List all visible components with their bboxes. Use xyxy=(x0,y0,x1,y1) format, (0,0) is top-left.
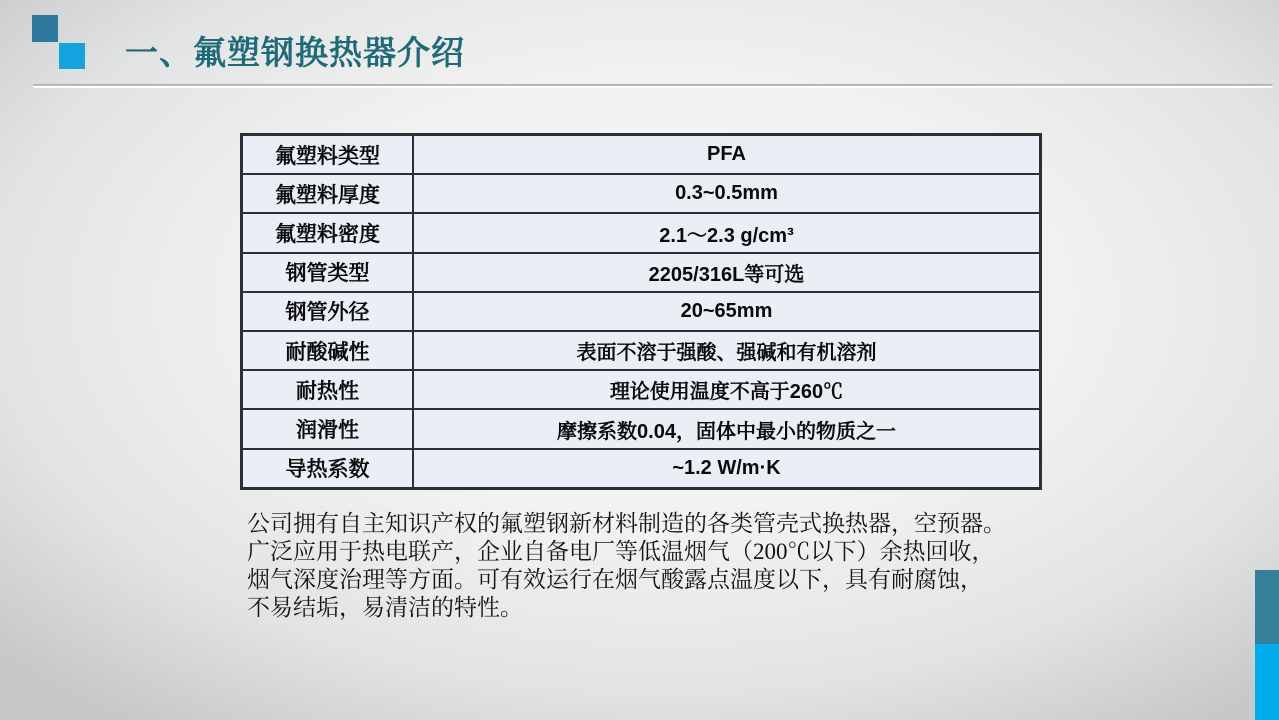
property-label-cell: 耐酸碱性 xyxy=(242,331,414,370)
title-divider-line xyxy=(33,84,1273,88)
description-line: 烟气深度治理等方面。可有效运行在烟气酸露点温度以下，具有耐腐蚀， xyxy=(247,567,983,592)
table-row xyxy=(242,213,1041,252)
table-row xyxy=(242,370,1041,409)
property-label-cell: 耐热性 xyxy=(242,370,414,409)
right-edge-bar-teal xyxy=(1255,570,1279,644)
property-label-cell: 氟塑料厚度 xyxy=(242,174,414,213)
slide-title: 一、氟塑钢换热器介绍 xyxy=(125,34,465,71)
property-value-cell: ~1.2 W/m·K xyxy=(413,449,1041,489)
right-edge-bar-blue xyxy=(1255,644,1279,720)
property-value-cell: 摩擦系数0.04，固体中最小的物质之一 xyxy=(413,409,1041,448)
property-value-cell: PFA xyxy=(413,135,1041,175)
description-paragraph xyxy=(247,510,1059,622)
description-line: 广泛应用于热电联产，企业自备电厂等低温烟气（200℃以下）余热回收， xyxy=(247,539,995,564)
properties-table xyxy=(240,133,1042,490)
property-value-cell: 2205/316L等可选 xyxy=(413,253,1041,292)
table-row xyxy=(242,292,1041,331)
table-row xyxy=(242,331,1041,370)
description-line: 不易结垢，易清洁的特性。 xyxy=(247,595,523,620)
property-label-cell: 氟塑料类型 xyxy=(242,135,414,175)
accent-square-dark xyxy=(32,15,58,42)
property-label-cell: 导热系数 xyxy=(242,449,414,489)
property-label-cell: 氟塑料密度 xyxy=(242,213,414,252)
table-row xyxy=(242,449,1041,489)
property-value-cell: 理论使用温度不高于260℃ xyxy=(413,370,1041,409)
property-label-cell: 钢管外径 xyxy=(242,292,414,331)
property-value-cell: 20~65mm xyxy=(413,292,1041,331)
table-row xyxy=(242,135,1041,175)
property-label-cell: 润滑性 xyxy=(242,409,414,448)
property-value-cell: 2.1～2.3 g/cm³ xyxy=(413,213,1041,252)
property-label-cell: 钢管类型 xyxy=(242,253,414,292)
table-row xyxy=(242,409,1041,448)
table-row xyxy=(242,174,1041,213)
accent-square-bright xyxy=(59,43,85,69)
property-value-cell: 表面不溶于强酸、强碱和有机溶剂 xyxy=(413,331,1041,370)
description-line: 公司拥有自主知识产权的氟塑钢新材料制造的各类管壳式换热器，空预器。 xyxy=(247,511,1006,536)
table-row xyxy=(242,253,1041,292)
property-value-cell: 0.3~0.5mm xyxy=(413,174,1041,213)
